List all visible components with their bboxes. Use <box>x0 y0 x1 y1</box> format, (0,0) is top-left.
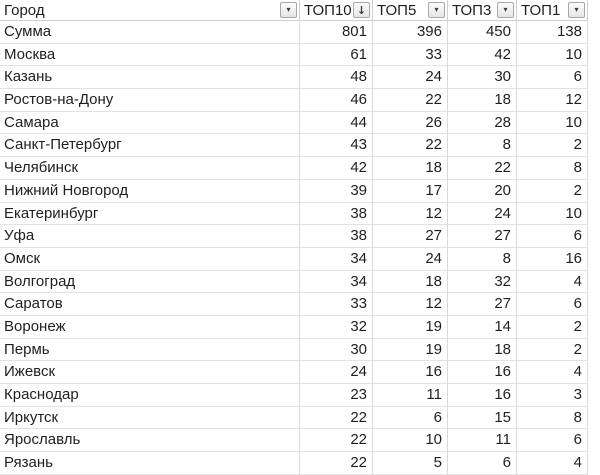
cell-top3[interactable]: 28 <box>448 112 517 135</box>
cell-top1[interactable]: 10 <box>517 44 588 67</box>
cell-top5[interactable]: 22 <box>373 134 448 157</box>
header-cell-top1[interactable] <box>517 0 588 21</box>
header-cell-city[interactable] <box>0 0 300 21</box>
header-cell-top10[interactable] <box>300 0 373 21</box>
cell-top5[interactable]: 17 <box>373 180 448 203</box>
row-empty-strip <box>588 89 600 112</box>
cell-top10[interactable]: 22 <box>300 429 373 452</box>
sort-filter-button-top10[interactable] <box>353 2 370 18</box>
table-row <box>0 248 600 271</box>
cell-top5[interactable]: 24 <box>373 248 448 271</box>
cell-top10[interactable]: 801 <box>300 21 373 44</box>
filter-button-top1[interactable] <box>568 2 585 18</box>
cell-top3[interactable]: 16 <box>448 361 517 384</box>
filter-button-top5[interactable] <box>428 2 445 18</box>
cell-top5[interactable]: 26 <box>373 112 448 135</box>
cell-top10[interactable]: 48 <box>300 66 373 89</box>
cell-city[interactable]: Волгоград <box>0 271 300 294</box>
filter-dropdown-icon: ▾ <box>434 5 439 14</box>
cell-city[interactable]: Челябинск <box>0 157 300 180</box>
row-empty-strip <box>588 134 600 157</box>
cell-top5[interactable]: 19 <box>373 316 448 339</box>
table-row <box>0 225 600 248</box>
cell-city[interactable]: Казань <box>0 66 300 89</box>
cell-top10[interactable]: 24 <box>300 361 373 384</box>
cell-top10[interactable]: 32 <box>300 316 373 339</box>
cell-top5[interactable]: 396 <box>373 21 448 44</box>
header-label-top5: ТОП5 <box>377 2 417 19</box>
cell-top3[interactable]: 27 <box>448 225 517 248</box>
cell-top3[interactable]: 8 <box>448 134 517 157</box>
cell-top5[interactable]: 6 <box>373 407 448 430</box>
cell-top1[interactable]: 6 <box>517 225 588 248</box>
cell-top3[interactable]: 15 <box>448 407 517 430</box>
cell-top3[interactable]: 24 <box>448 203 517 226</box>
header-label-top10: ТОП10 <box>304 2 352 19</box>
cell-top1[interactable]: 10 <box>517 203 588 226</box>
cell-top5[interactable]: 18 <box>373 157 448 180</box>
cell-top1[interactable]: 4 <box>517 271 588 294</box>
cell-top10[interactable]: 46 <box>300 89 373 112</box>
cell-top10[interactable]: 61 <box>300 44 373 67</box>
cell-top3[interactable]: 18 <box>448 89 517 112</box>
table-row <box>0 293 600 316</box>
table-row <box>0 407 600 430</box>
cell-city[interactable]: Ярославль <box>0 429 300 452</box>
row-empty-strip <box>588 44 600 67</box>
cell-top3[interactable]: 450 <box>448 21 517 44</box>
header-cell-top5[interactable] <box>373 0 448 21</box>
cell-top3[interactable]: 16 <box>448 384 517 407</box>
cell-top1[interactable]: 2 <box>517 316 588 339</box>
table-row <box>0 44 600 67</box>
table-row <box>0 316 600 339</box>
cell-city[interactable]: Саратов <box>0 293 300 316</box>
cell-top3[interactable]: 22 <box>448 157 517 180</box>
table-row <box>0 21 600 44</box>
table-row <box>0 203 600 226</box>
cell-top3[interactable]: 6 <box>448 452 517 475</box>
table-row <box>0 429 600 452</box>
cell-city[interactable]: Рязань <box>0 452 300 475</box>
row-empty-strip <box>588 452 600 475</box>
cell-top5[interactable]: 33 <box>373 44 448 67</box>
cell-top5[interactable]: 24 <box>373 66 448 89</box>
cell-top10[interactable]: 23 <box>300 384 373 407</box>
cell-top1[interactable]: 8 <box>517 157 588 180</box>
cell-top3[interactable]: 8 <box>448 248 517 271</box>
table-row <box>0 339 600 362</box>
cell-top3[interactable]: 18 <box>448 339 517 362</box>
cell-city[interactable]: Краснодар <box>0 384 300 407</box>
cell-top1[interactable]: 2 <box>517 339 588 362</box>
row-empty-strip <box>588 225 600 248</box>
row-empty-strip <box>588 339 600 362</box>
cell-city[interactable]: Ростов-на-Дону <box>0 89 300 112</box>
cell-top1[interactable]: 16 <box>517 248 588 271</box>
cell-top10[interactable]: 39 <box>300 180 373 203</box>
cell-city[interactable]: Москва <box>0 44 300 67</box>
table-row <box>0 89 600 112</box>
cell-top5[interactable]: 18 <box>373 271 448 294</box>
cell-top5[interactable]: 5 <box>373 452 448 475</box>
cell-top1[interactable]: 138 <box>517 21 588 44</box>
header-cell-top3[interactable] <box>448 0 517 21</box>
cell-city[interactable]: Екатеринбург <box>0 203 300 226</box>
table-row <box>0 384 600 407</box>
cell-city[interactable]: Нижний Новгород <box>0 180 300 203</box>
cell-city[interactable]: Пермь <box>0 339 300 362</box>
cell-city[interactable]: Санкт-Петербург <box>0 134 300 157</box>
cell-top1[interactable]: 2 <box>517 180 588 203</box>
cell-top3[interactable]: 27 <box>448 293 517 316</box>
header-label-city: Город <box>4 2 45 19</box>
cell-top10[interactable]: 22 <box>300 452 373 475</box>
row-empty-strip <box>588 407 600 430</box>
row-empty-strip <box>588 271 600 294</box>
row-empty-strip <box>588 180 600 203</box>
cell-top1[interactable]: 6 <box>517 429 588 452</box>
filter-button-city[interactable] <box>280 2 297 18</box>
cell-top5[interactable]: 19 <box>373 339 448 362</box>
cell-top10[interactable]: 22 <box>300 407 373 430</box>
cell-top3[interactable]: 32 <box>448 271 517 294</box>
table-row <box>0 134 600 157</box>
row-empty-strip <box>588 384 600 407</box>
cell-city[interactable]: Сумма <box>0 21 300 44</box>
cell-top10[interactable]: 43 <box>300 134 373 157</box>
row-empty-strip <box>588 203 600 226</box>
cell-top1[interactable]: 2 <box>517 134 588 157</box>
row-empty-strip <box>588 293 600 316</box>
table-row <box>0 271 600 294</box>
header-label-top3: ТОП3 <box>452 2 492 19</box>
cell-top10[interactable]: 30 <box>300 339 373 362</box>
cell-top5[interactable]: 12 <box>373 203 448 226</box>
row-empty-strip <box>588 21 600 44</box>
table-row <box>0 180 600 203</box>
table-row <box>0 361 600 384</box>
row-empty-strip <box>588 248 600 271</box>
table-header-row <box>0 0 600 21</box>
cell-city[interactable]: Воронеж <box>0 316 300 339</box>
cell-top1[interactable]: 4 <box>517 361 588 384</box>
cell-top5[interactable]: 11 <box>373 384 448 407</box>
filter-dropdown-icon: ▾ <box>286 5 291 14</box>
cell-top1[interactable]: 10 <box>517 112 588 135</box>
cell-top1[interactable]: 12 <box>517 89 588 112</box>
cell-city[interactable]: Ижевск <box>0 361 300 384</box>
filter-dropdown-icon: ▾ <box>503 5 508 14</box>
cell-top1[interactable]: 6 <box>517 66 588 89</box>
cell-top5[interactable]: 16 <box>373 361 448 384</box>
filter-dropdown-icon: ▾ <box>574 5 579 14</box>
cell-top10[interactable]: 38 <box>300 203 373 226</box>
cell-top3[interactable]: 20 <box>448 180 517 203</box>
cell-top10[interactable]: 44 <box>300 112 373 135</box>
cell-top3[interactable]: 42 <box>448 44 517 67</box>
row-empty-strip <box>588 316 600 339</box>
row-empty-strip <box>588 429 600 452</box>
cell-city[interactable]: Самара <box>0 112 300 135</box>
cell-top3[interactable]: 11 <box>448 429 517 452</box>
filter-button-top3[interactable] <box>497 2 514 18</box>
cell-top10[interactable]: 34 <box>300 248 373 271</box>
cell-top5[interactable]: 22 <box>373 89 448 112</box>
cell-top3[interactable]: 30 <box>448 66 517 89</box>
cell-top3[interactable]: 14 <box>448 316 517 339</box>
header-label-top1: ТОП1 <box>521 2 561 19</box>
table-body <box>0 21 600 475</box>
cell-top5[interactable]: 10 <box>373 429 448 452</box>
cell-top5[interactable]: 27 <box>373 225 448 248</box>
cell-top1[interactable]: 3 <box>517 384 588 407</box>
cell-city[interactable]: Омск <box>0 248 300 271</box>
row-empty-strip <box>588 66 600 89</box>
table-row <box>0 66 600 89</box>
cell-city[interactable]: Уфа <box>0 225 300 248</box>
row-empty-strip <box>588 112 600 135</box>
cell-top5[interactable]: 12 <box>373 293 448 316</box>
cell-top1[interactable]: 4 <box>517 452 588 475</box>
cell-top1[interactable]: 8 <box>517 407 588 430</box>
header-empty-strip <box>588 0 600 21</box>
cell-top10[interactable]: 33 <box>300 293 373 316</box>
table-row-clipped <box>0 452 600 475</box>
cell-top10[interactable]: 38 <box>300 225 373 248</box>
cell-top10[interactable]: 34 <box>300 271 373 294</box>
row-empty-strip <box>588 361 600 384</box>
cell-top1[interactable]: 6 <box>517 293 588 316</box>
cell-top10[interactable]: 42 <box>300 157 373 180</box>
table-row <box>0 157 600 180</box>
sort-descending-icon: ↓ <box>356 3 367 17</box>
row-empty-strip <box>588 157 600 180</box>
cell-city[interactable]: Иркутск <box>0 407 300 430</box>
table-row <box>0 112 600 135</box>
